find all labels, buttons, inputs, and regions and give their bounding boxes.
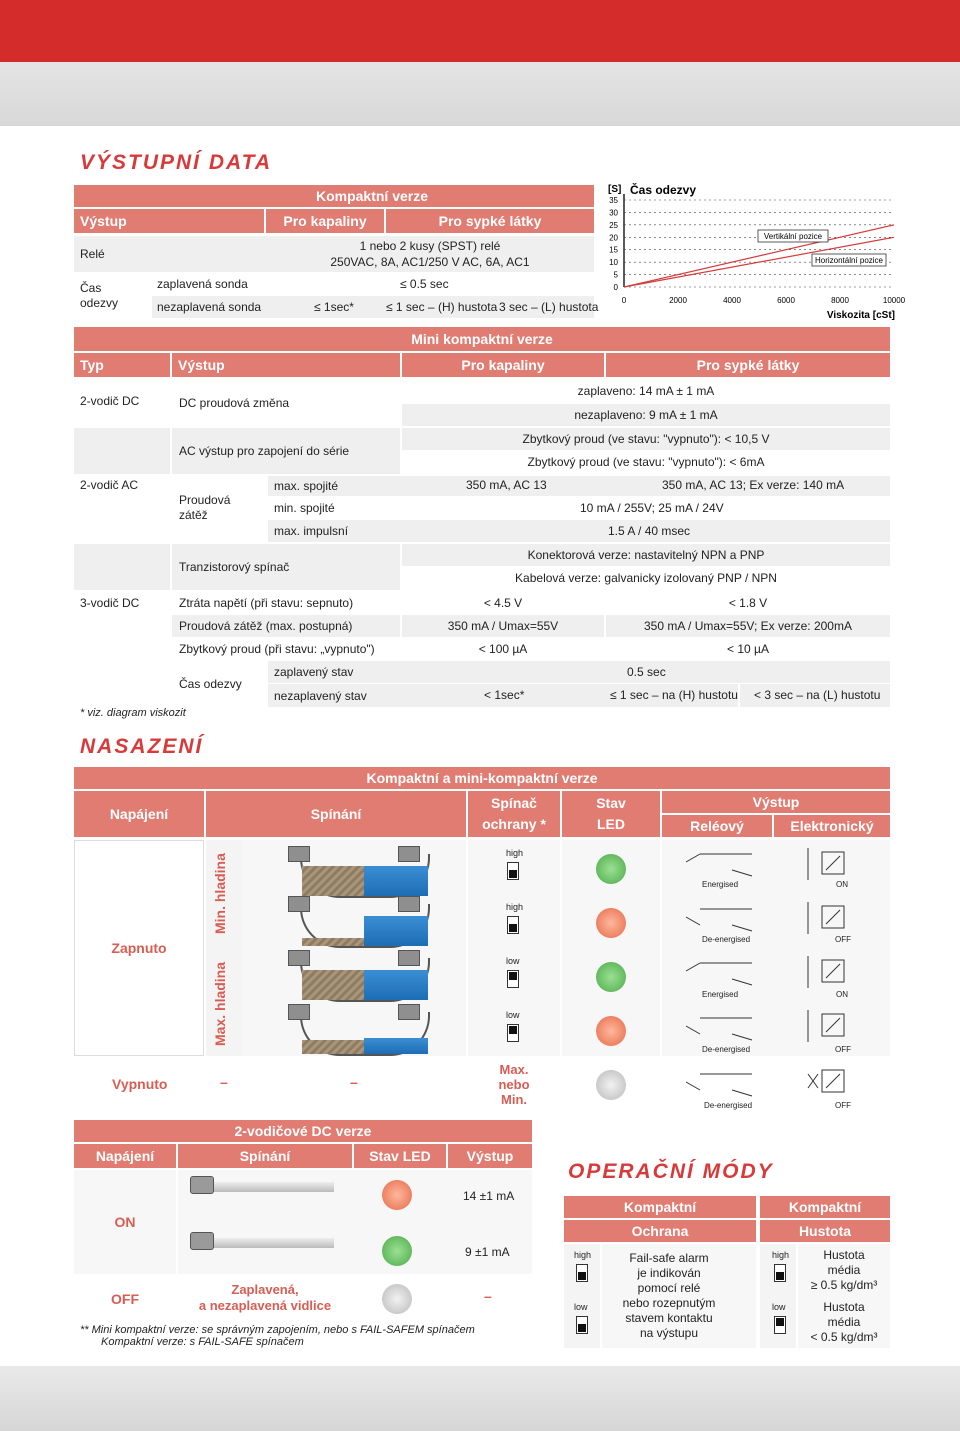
relay-value-2: 250VAC, 8A, AC1/250 V AC, 6A, AC1 <box>330 255 530 269</box>
chart-title: Čas odezvy <box>630 183 697 197</box>
electronic-diagram-3 <box>800 954 870 990</box>
dc2-col-led: Stav LED <box>354 1144 446 1168</box>
r8-b-low: < 3 sec – na (L) hustotu <box>754 688 881 702</box>
r8-b-high: ≤ 1 sec – na (H) hustotu <box>610 688 738 702</box>
electronic-diagram-5 <box>800 1064 870 1100</box>
chart-y-tick: 10 <box>609 258 618 268</box>
prot-low-1: low <box>506 956 520 966</box>
dc2-led-red <box>382 1180 412 1210</box>
r3-b-value: 10 mA / 255V; 25 mA / 24V <box>580 501 724 515</box>
mode2-header-1: Kompaktní <box>760 1196 890 1218</box>
r6-bulk: 350 mA / Umax=55V; Ex verze: 200mA <box>606 615 890 637</box>
r1-output: DC proudová změna <box>172 380 400 426</box>
mode2-low: low <box>772 1302 786 1312</box>
mode1-switch-high[interactable] <box>576 1264 588 1282</box>
section-title-nasazeni: NASAZENÍ <box>80 735 204 758</box>
dc2-off-output: – <box>484 1288 492 1304</box>
mode1-desc-6: na výstupu <box>639 1326 699 1340</box>
dc2-led-green <box>382 1236 412 1266</box>
r2-value-2: Zbytkový proud (ve stavu: "vypnuto"): < 6mA <box>402 451 890 473</box>
kompakt-header: Kompaktní verze <box>150 185 594 207</box>
r3-load-2: zátěž <box>179 508 208 522</box>
mode1-switch-low[interactable] <box>576 1316 588 1334</box>
r3-c-label: max. impulsní <box>268 520 890 542</box>
led-green-1 <box>596 854 626 884</box>
col-switching: Spínání <box>206 791 466 837</box>
r6-output: Proudová zátěž (max. postupná) <box>172 615 400 637</box>
mode1-header-1: Kompaktní <box>564 1196 756 1218</box>
col-protection-2: ochrany * <box>482 816 546 832</box>
col-power: Napájení <box>74 791 204 837</box>
chart-y-tick: 5 <box>613 270 618 280</box>
dc2-off-switch-1: Zaplavená, <box>231 1282 299 1297</box>
elec-state-4: OFF <box>835 1045 851 1054</box>
legend-vertical <box>758 230 828 242</box>
max-level-label: Max. hladina <box>212 961 228 1046</box>
r7-output: Zbytkový proud (při stavu: „vypnuto") <box>172 638 400 660</box>
dc2-note-2: Kompaktní verze: s FAIL-SAFE spínačem <box>101 1336 304 1348</box>
r3-b-label: min. spojité <box>268 498 890 518</box>
kompakt-col-bulk: Pro sypké látky <box>386 209 594 233</box>
mode2-header-2: Hustota <box>760 1220 890 1242</box>
off-dash-2: – <box>350 1074 358 1090</box>
maxmin-1: Max. <box>499 1062 529 1077</box>
mode2-switch-low[interactable] <box>774 1316 786 1334</box>
kompakt-col-output: Výstup <box>74 209 264 233</box>
dc2-led-grey <box>382 1284 412 1314</box>
chart-y-tick: 20 <box>609 233 618 243</box>
relay-state-2: De-energised <box>702 935 751 944</box>
col-electronic: Elektronický <box>774 815 890 837</box>
r4-value-2: Kabelová verze: galvanicky izolovaný PNP / NPN <box>402 567 890 589</box>
relay-state-5: De-energised <box>704 1101 753 1110</box>
prot-switch-2[interactable] <box>507 916 519 934</box>
r3-type: 2-vodič AC <box>74 476 170 542</box>
legend-vertical-label: Vertikální pozice <box>763 232 823 241</box>
min-level-label: Min. hladina <box>212 853 228 934</box>
led-green-2 <box>596 962 626 992</box>
dc2-col-power: Napájení <box>74 1144 176 1168</box>
chart-y-tick: 0 <box>613 283 618 292</box>
power-on: Zapnuto <box>74 840 204 1056</box>
chart-ylabel: [S] <box>608 184 622 195</box>
off-dash-1: – <box>220 1074 228 1090</box>
mode2-high: high <box>772 1250 790 1260</box>
prot-switch-3[interactable] <box>507 970 519 988</box>
led-grey-1 <box>596 1070 626 1100</box>
chart-x-tick: 10000 <box>882 296 906 305</box>
col-relay: Reléový <box>662 815 772 837</box>
r3-a-bulk: 350 mA, AC 13; Ex verze: 140 mA <box>662 478 845 492</box>
r3-load-1: Proudová <box>179 493 231 507</box>
dc2-off-switch-2: a nezaplavená vidlice <box>198 1298 332 1313</box>
mini-note: * viz. diagram viskozit <box>80 707 186 719</box>
mini-col-type: Typ <box>74 353 170 377</box>
prot-high-1: high <box>506 848 524 858</box>
led-red-2 <box>596 1016 626 1046</box>
flooded-value: ≤ 0.5 sec <box>400 277 449 291</box>
r5-bulk: < 1.8 V <box>606 592 890 614</box>
dc2-note-1: ** Mini kompaktní verze: se správným zapojením, nebo s FAIL-SAFEM spínačem <box>80 1324 475 1336</box>
power-off: Vypnuto <box>74 1058 466 1110</box>
mode2-d1-2: média <box>827 1263 861 1277</box>
relay-state-1: Energised <box>702 880 739 889</box>
elec-state-5: OFF <box>835 1101 851 1110</box>
relay-value-1: 1 nebo 2 kusy (SPST) relé <box>359 239 501 253</box>
chart-x-tick: 2000 <box>669 296 687 305</box>
dc2-on: ON <box>74 1170 176 1274</box>
r4-output: Tranzistorový spínač <box>172 544 400 590</box>
section-title-operacni-mody: OPERAČNÍ MÓDY <box>568 1160 774 1183</box>
r4-value-1: Konektorová verze: nastavitelný NPN a PNP <box>402 544 890 566</box>
chart-x-tick: 6000 <box>777 296 795 305</box>
r6-liquid: 350 mA / Umax=55V <box>402 615 604 637</box>
top-red-band <box>0 0 960 62</box>
maxmin-3: Min. <box>501 1092 527 1107</box>
r7-liquid: < 100 µA <box>402 638 604 660</box>
r5-output: Ztráta napětí (při stavu: sepnuto) <box>172 592 400 614</box>
elec-state-2: OFF <box>835 935 851 944</box>
r2-value-1: Zbytkový proud (ve stavu: "vypnuto"): < 10,5 V <box>402 428 890 450</box>
viscosity-chart <box>600 180 906 325</box>
r8-b-liquid: < 1sec* <box>484 688 525 702</box>
bottom-texture-band <box>0 1366 960 1431</box>
mode1-header-2: Ochrana <box>564 1220 756 1242</box>
unflooded-label: nezaplavená sonda <box>152 296 594 318</box>
mode1-desc-4: nebo rozepnutým <box>622 1296 716 1310</box>
electronic-diagram-4 <box>800 1008 870 1044</box>
chart-ticks <box>609 196 906 305</box>
r3-a-label: max. spojité <box>268 476 890 496</box>
mini-col-bulk: Pro sypké látky <box>606 353 890 377</box>
unflooded-value-3: 3 sec – (L) hustota <box>499 300 599 314</box>
r7-bulk: < 10 µA <box>606 638 890 660</box>
dc2-off: OFF <box>74 1276 176 1322</box>
r5-type: 3-vodič DC <box>74 592 170 614</box>
r1-type: 2-vodič DC <box>74 380 170 426</box>
maxmin-2: nebo <box>498 1077 530 1092</box>
dc2-probe-2 <box>190 1232 214 1250</box>
electronic-diagram-2 <box>800 900 870 936</box>
chart-y-tick: 30 <box>609 208 618 218</box>
mini-col-liquid: Pro kapaliny <box>402 353 604 377</box>
prot-switch-1[interactable] <box>507 862 519 880</box>
r8-a-label: zaplavený stav <box>268 661 890 683</box>
r5-liquid: < 4.5 V <box>402 592 604 614</box>
mode2-switch-high[interactable] <box>774 1264 786 1282</box>
chart-x-tick: 4000 <box>723 296 741 305</box>
r3-c-value: 1.5 A / 40 msec <box>608 524 691 538</box>
mode1-desc-2: je indikován <box>637 1266 701 1280</box>
prot-high-2: high <box>506 902 524 912</box>
mode2-d2-1: Hustota <box>823 1300 865 1314</box>
dc2-col-switch: Spínání <box>178 1144 352 1168</box>
chart-y-tick: 35 <box>609 196 618 205</box>
r8-a-value: 0.5 sec <box>627 665 666 679</box>
relay-state-4: De-energised <box>702 1045 751 1054</box>
chart-x-tick: 8000 <box>831 296 849 305</box>
relay-state-3: Energised <box>702 990 739 999</box>
r3-a-liquid: 350 mA, AC 13 <box>466 478 547 492</box>
legend-horizontal-label: Horizontální pozice <box>814 256 884 265</box>
unflooded-value-2: ≤ 1 sec – (H) hustota <box>386 300 498 314</box>
chart-x-tick: 0 <box>621 296 627 305</box>
prot-low-2: low <box>506 1010 520 1020</box>
col-led-1: Stav <box>596 795 626 811</box>
mode2-d1-3: ≥ 0.5 kg/dm³ <box>810 1278 878 1292</box>
mini-col-output: Výstup <box>172 353 400 377</box>
mode2-d1-1: Hustota <box>823 1248 865 1262</box>
r1-value-2: nezaplaveno: 9 mA ± 1 mA <box>402 404 890 426</box>
top-grey-band <box>0 62 960 126</box>
mode2-d2-3: < 0.5 kg/dm³ <box>810 1330 878 1344</box>
response-time-label-1: Čas <box>80 281 102 295</box>
mode1-high: high <box>574 1250 592 1260</box>
elec-state-1: ON <box>836 880 848 889</box>
col-protection-1: Spínač <box>491 795 537 811</box>
r8-b-label: nezaplavený stav <box>268 684 890 707</box>
col-led-2: LED <box>597 816 625 832</box>
r1-value-1: zaplaveno: 14 mA ± 1 mA <box>402 380 890 402</box>
flooded-label: zaplavená sonda <box>152 274 594 294</box>
unflooded-value-1: ≤ 1sec* <box>314 300 354 314</box>
mode2-d2-2: média <box>827 1315 861 1329</box>
legend-horizontal <box>812 254 886 266</box>
mode1-low: low <box>574 1302 588 1312</box>
dc2-col-output: Výstup <box>448 1144 532 1168</box>
dc2-probe-1 <box>190 1176 214 1194</box>
prot-switch-4[interactable] <box>507 1024 519 1042</box>
chart-y-tick: 25 <box>609 220 618 230</box>
dc2-value-1: 14 ±1 mA <box>463 1189 515 1203</box>
relay-diagram-5 <box>672 1062 772 1106</box>
mode1-desc-1: Fail-safe alarm <box>629 1251 709 1265</box>
r2-output: AC výstup pro zapojení do série <box>172 428 400 474</box>
nasazeni-header: Kompaktní a mini-kompaktní verze <box>74 767 890 789</box>
chart-y-tick: 15 <box>609 245 618 255</box>
relay-label: Relé <box>74 236 594 272</box>
mode1-desc-3: pomocí relé <box>637 1281 701 1295</box>
led-red-1 <box>596 908 626 938</box>
kompakt-col-liquid: Pro kapaliny <box>266 209 384 233</box>
mini-header: Mini kompaktní verze <box>74 327 890 351</box>
col-output: Výstup <box>662 791 890 813</box>
dc2-header: 2-vodičové DC verze <box>74 1120 532 1142</box>
chart-xlabel: Viskozita [cSt] <box>826 310 895 321</box>
electronic-diagram-1 <box>800 846 870 882</box>
dc2-value-2: 9 ±1 mA <box>465 1245 510 1259</box>
section-title-vystupni-data: VÝSTUPNÍ DATA <box>80 151 273 174</box>
elec-state-3: ON <box>836 990 848 999</box>
r8-output: Čas odezvy <box>172 661 266 707</box>
mode1-desc-5: stavem kontaktu <box>625 1311 713 1325</box>
response-time-label-2: odezvy <box>80 296 119 310</box>
